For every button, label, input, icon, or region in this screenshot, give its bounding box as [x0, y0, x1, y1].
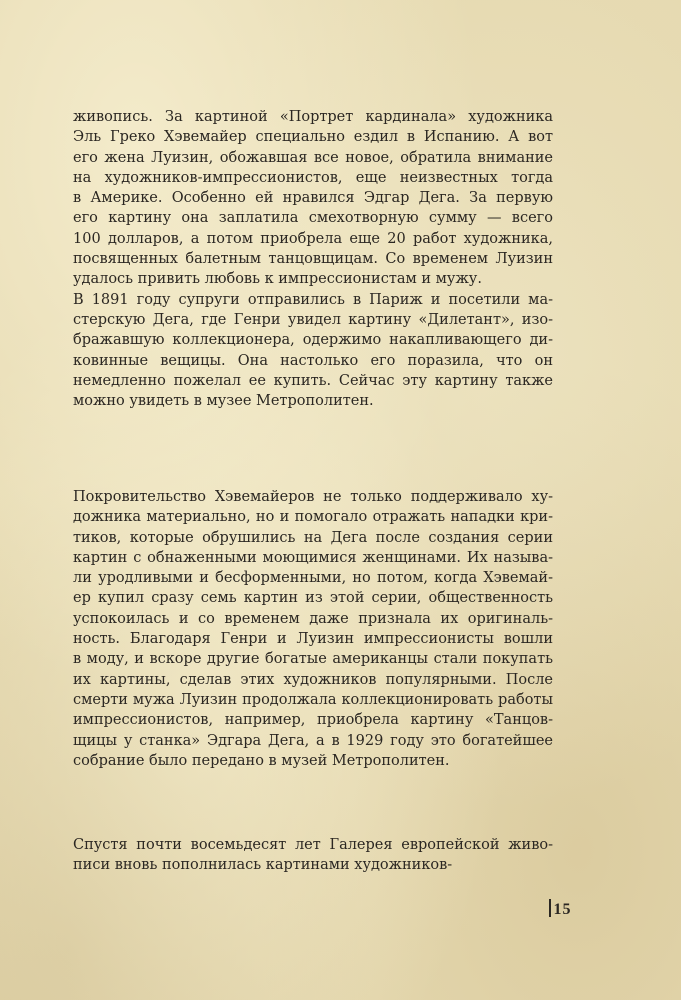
text-line: его жена Луизин, обожавшая все новое, обратила внимание — [73, 149, 553, 166]
text-line: тиков, которые обрушились на Дега после создания серии — [73, 529, 553, 546]
text-line: его картину она заплатила смехотворную сумму — всего — [73, 210, 553, 227]
paragraph-3 — [73, 835, 553, 876]
text-line: ер купил сразу семь картин из этой серии, общественность — [73, 590, 553, 607]
text-line: Покровительство Хэвемайеров не только поддерживало ху- — [73, 489, 553, 505]
text-line: писи вновь пополнилась картинами художников- — [73, 857, 453, 874]
text-line: Спустя почти восемьдесят лет Галерея европейской живо- — [73, 837, 553, 853]
text-line: ность. Благодаря Генри и Луизин импрессионисты вошли — [73, 631, 553, 648]
text-line: дожника материально, но и помогало отражать нападки кри- — [73, 509, 553, 526]
page-number-divider — [549, 899, 551, 917]
text-line: картин с обнаженными моющимися женщинами. Их называ- — [73, 549, 553, 566]
text-line: В 1891 году супруги отправились в Париж и посетили ма- — [73, 291, 553, 308]
text-line: в Америке. Особенно ей нравился Эдгар Дега. За первую — [73, 190, 553, 207]
text-line: ли уродливыми и бесформенными, но потом, когда Хэвемай- — [73, 570, 553, 587]
text-line: в моду, и вскоре другие богатые американцы стали покупать — [73, 651, 553, 668]
text-line: немедленно пожелал ее купить. Сейчас эту картину также — [73, 372, 553, 389]
text-line: стерскую Дега, где Генри увидел картину «Дилетант», изо- — [73, 311, 553, 328]
text-line: живопись. За картиной «Портрет кардинала» художника — [73, 109, 553, 125]
text-line: посвященных балетным танцовщицам. Со временем Луизин — [73, 251, 553, 268]
text-line: ковинные вещицы. Она настолько его поразила, что он — [73, 352, 553, 369]
text-line: щицы у станка» Эдгара Дега, а в 1929 году это богатейшее — [73, 732, 553, 749]
text-line: их картины, сделав этих художников популярными. После — [73, 671, 553, 688]
text-line: импрессионистов, например, приобрела картину «Танцов- — [73, 712, 553, 729]
text-line: на художников-импрессионистов, еще неизвестных тогда — [73, 169, 553, 186]
text-line: Эль Греко Хэвемайер специально ездил в Испанию. А вот — [73, 129, 553, 146]
paragraph-2 — [73, 487, 553, 771]
text-line: удалось привить любовь к импрессионистам и мужу. — [73, 271, 482, 288]
text-line: можно увидеть в музее Метрополитен. — [73, 393, 374, 410]
page-number — [549, 899, 572, 919]
text-line: собрание было передано в музей Метрополитен. — [73, 752, 450, 769]
page-number-text: 15 — [553, 901, 572, 918]
text-line: успокоилась и со временем даже признала их оригиналь- — [73, 610, 553, 627]
paragraph-1 — [73, 107, 553, 411]
text-line: смерти мужа Луизин продолжала коллекционировать работы — [73, 691, 553, 708]
text-line: бражавшую коллекционера, одержимо накапливающего ди- — [73, 332, 553, 349]
text-line: 100 долларов, а потом приобрела еще 20 работ художника, — [73, 230, 553, 247]
